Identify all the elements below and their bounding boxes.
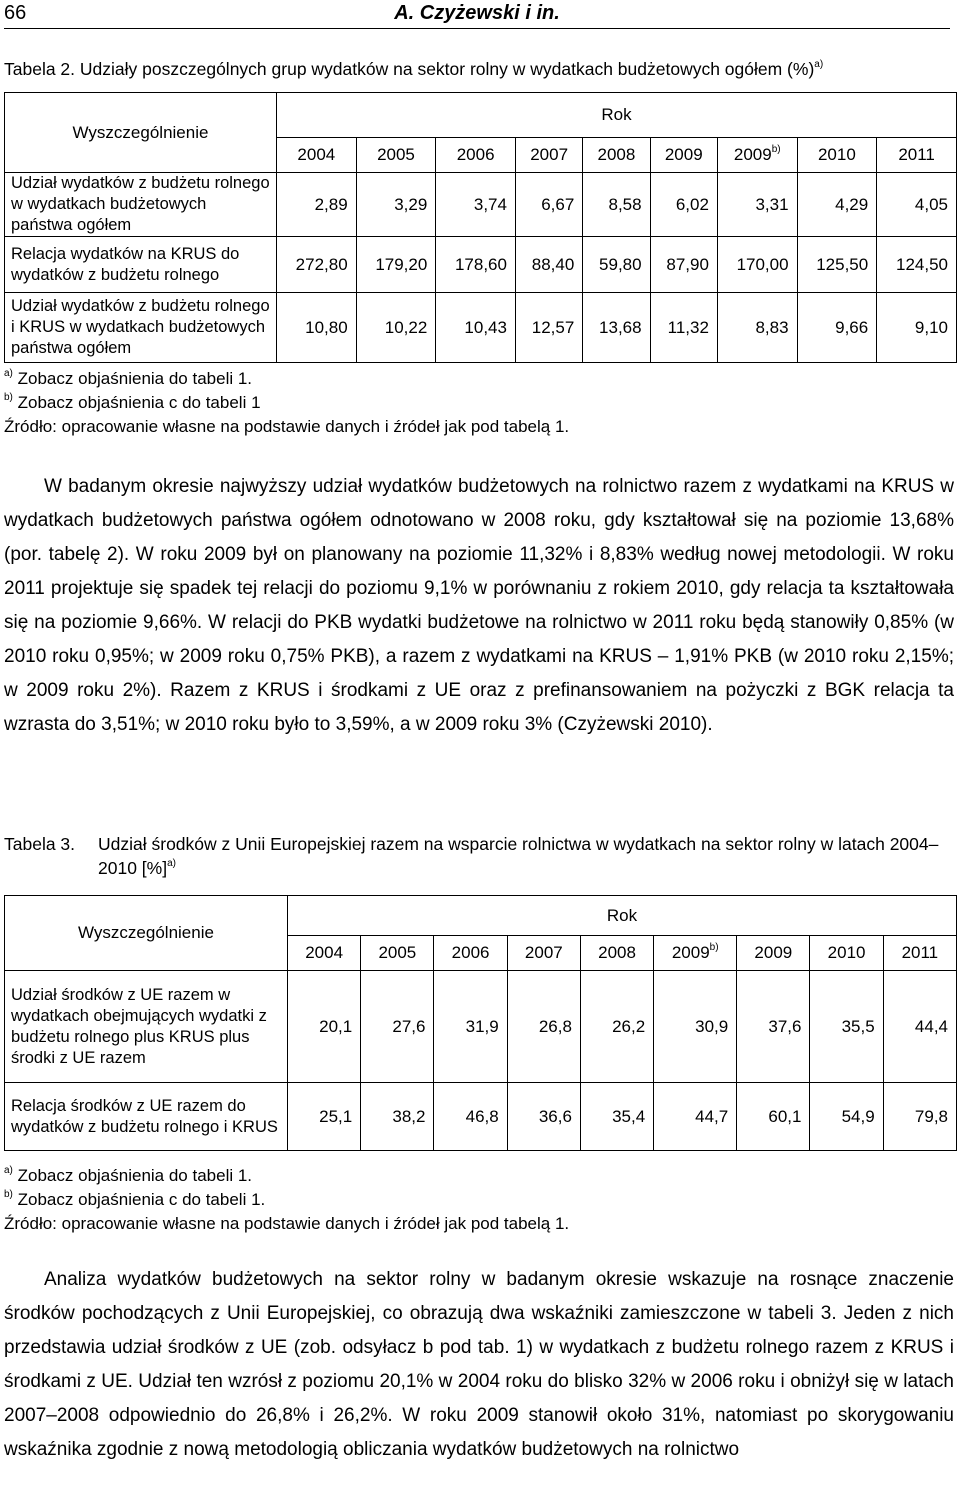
- table2-year: 2010: [797, 138, 877, 173]
- table3: [4, 895, 957, 1151]
- cell-value: 87,90: [650, 237, 717, 293]
- table3-caption: [4, 832, 954, 880]
- table2-col-label: Wyszczególnienie: [5, 93, 277, 173]
- cell-value: 35,4: [580, 1083, 653, 1151]
- cell-value: 12,57: [515, 293, 582, 363]
- table2-year: 2006: [436, 138, 516, 173]
- cell-value: 11,32: [650, 293, 717, 363]
- table3-note-b: [4, 1188, 569, 1212]
- running-header: [4, 0, 950, 29]
- cell-value: 124,50: [877, 237, 957, 293]
- cell-value: 26,8: [507, 971, 580, 1083]
- table3-caption-body: [98, 832, 954, 880]
- table2-caption-text: Udziały poszczególnych grup wydatków na sektor rolny w wydatkach budżetowych ogółem (%): [79, 59, 815, 79]
- cell-value: 272,80: [277, 237, 357, 293]
- row-label: Udział wydatków z budżetu rolnego i KRUS w wydatkach budżetowych państwa ogółem: [5, 293, 277, 363]
- cell-value: 79,8: [883, 1083, 956, 1151]
- body-paragraph-2: [4, 1263, 954, 1467]
- table2-source: Źródło: opracowanie własne na podstawie danych i źródeł jak pod tabelą 1.: [4, 417, 570, 436]
- table3-year: 2008: [580, 936, 653, 971]
- table3-year: 2006: [434, 936, 507, 971]
- cell-value: 125,50: [797, 237, 877, 293]
- table-row: [5, 237, 957, 293]
- body-paragraph-1: [4, 470, 954, 742]
- cell-value: 38,2: [361, 1083, 434, 1151]
- table3-notes: [4, 1164, 569, 1236]
- cell-value: 6,67: [515, 173, 582, 237]
- cell-value: 8,58: [583, 173, 650, 237]
- cell-value: 13,68: [583, 293, 650, 363]
- table3-year: 2010: [810, 936, 883, 971]
- table2: [4, 92, 957, 363]
- cell-value: 37,6: [737, 971, 810, 1083]
- cell-value: 59,80: [583, 237, 650, 293]
- cell-value: 4,29: [797, 173, 877, 237]
- paragraph-text: Analiza wydatków budżetowych na sektor rolny w badanym okresie wskazuje na rosnące znaczenie środków pochodzących z Unii Europejskiej, co obrazują dwa wskaźniki zamieszczone w tabeli 3. Jeden z nich przedstawia udział środków z UE (zob. odsyłacz b pod tab. 1) w wydatkach z budżetu rolnego razem z KRUS i środkami z UE. Udział ten wzrósł z poziomu 20,1% w 2004 roku do blisko 32% w 2006 roku i obniżył się w latach 2007–2008 odpowiednio do 26,8% i 26,2%. W roku 2009 stanowił około 31%, natomiast po skorygowaniu wskaźnika zgodnie z nową metodologią obliczania wydatków budżetowych na rolnictwo: [4, 1269, 954, 1460]
- table3-source: Źródło: opracowanie własne na podstawie danych i źródeł jak pod tabelą 1.: [4, 1214, 570, 1233]
- table2-caption-label: Tabela 2.: [4, 59, 76, 79]
- table3-caption-sup: a): [167, 858, 176, 870]
- row-label: Relacja środków z UE razem do wydatków z budżetu rolnego i KRUS: [5, 1083, 288, 1151]
- table2-year: 2005: [356, 138, 436, 173]
- table2-note-a: [4, 367, 569, 391]
- table2-year-sup: b): [771, 144, 781, 156]
- cell-value: 60,1: [737, 1083, 810, 1151]
- table3-year: 2009: [671, 943, 710, 962]
- table2-year: 2007: [515, 138, 582, 173]
- table2-year: 2009: [650, 138, 717, 173]
- cell-value: 26,2: [580, 971, 653, 1083]
- table-row: [5, 293, 957, 363]
- running-header-authors: A. Czyżewski i in.: [394, 2, 560, 24]
- cell-value: 27,6: [361, 971, 434, 1083]
- table3-year: 2005: [361, 936, 434, 971]
- table3-year-sup-cell: [654, 936, 737, 971]
- row-label: Udział wydatków z budżetu rolnego w wydatkach budżetowych państwa ogółem: [5, 173, 277, 237]
- cell-value: 10,22: [356, 293, 436, 363]
- cell-value: 6,02: [650, 173, 717, 237]
- table2-caption-sup: a): [814, 59, 824, 71]
- cell-value: 20,1: [288, 971, 361, 1083]
- table3-year: 2007: [507, 936, 580, 971]
- page-number: 66: [4, 2, 27, 24]
- table2-year: 2004: [277, 138, 357, 173]
- table2-year-sup-cell: [717, 138, 797, 173]
- table3-note-a: [4, 1164, 569, 1188]
- table3-caption-label: Tabela 3.: [4, 834, 76, 854]
- table-row: [5, 1083, 957, 1151]
- note-text: Zobacz objaśnienia c do tabeli 1.: [17, 1190, 266, 1209]
- cell-value: 44,7: [654, 1083, 737, 1151]
- cell-value: 2,89: [277, 173, 357, 237]
- cell-value: 178,60: [436, 237, 516, 293]
- cell-value: 10,80: [277, 293, 357, 363]
- cell-value: 31,9: [434, 971, 507, 1083]
- table3-year: 2004: [288, 936, 361, 971]
- cell-value: 46,8: [434, 1083, 507, 1151]
- table3-year: 2011: [883, 936, 956, 971]
- cell-value: 3,29: [356, 173, 436, 237]
- table-row: [5, 173, 957, 237]
- cell-value: 35,5: [810, 971, 883, 1083]
- table2-year: 2011: [877, 138, 957, 173]
- cell-value: 8,83: [717, 293, 797, 363]
- note-text: Zobacz objaśnienia do tabeli 1.: [17, 369, 253, 388]
- note-sup: a): [4, 1165, 13, 1177]
- table2-year: 2008: [583, 138, 650, 173]
- table3-col-label: Wyszczególnienie: [5, 896, 288, 971]
- cell-value: 10,43: [436, 293, 516, 363]
- cell-value: 36,6: [507, 1083, 580, 1151]
- note-sup: a): [4, 368, 13, 380]
- cell-value: 170,00: [717, 237, 797, 293]
- cell-value: 9,10: [877, 293, 957, 363]
- cell-value: 30,9: [654, 971, 737, 1083]
- table2-caption: [4, 57, 954, 81]
- cell-value: 4,05: [877, 173, 957, 237]
- cell-value: 54,9: [810, 1083, 883, 1151]
- cell-value: 25,1: [288, 1083, 361, 1151]
- row-label: Udział środków z UE razem w wydatkach obejmujących wydatki z budżetu rolnego plus KRUS plus środki z UE razem: [5, 971, 288, 1083]
- cell-value: 9,66: [797, 293, 877, 363]
- table3-caption-text: Udział środków z Unii Europejskiej razem na wsparcie rolnictwa w wydatkach na sektor rolny w latach 2004–2010 [%]: [98, 834, 939, 878]
- note-text: Zobacz objaśnienia do tabeli 1.: [17, 1166, 253, 1185]
- paragraph-text: W badanym okresie najwyższy udział wydatków budżetowych na rolnictwo razem z wydatkami na KRUS w wydatkach budżetowych państwa ogółem odnotowano w 2008 roku, gdy kształtował się na poziomie 13,68% (por. tabelę 2). W roku 2009 był on planowany na poziomie 11,32% i 8,83% według nowej metodologii. W roku 2011 projektuje się spadek tej relacji do poziomu 9,1% w porównaniu z rokiem 2010, gdy relacja ta kształtowała się na poziomie 9,66%. W relacji do PKB wydatki budżetowe na rolnictwo w 2011 roku będą stanowiły 0,85% (w 2010 roku 0,95%; w 2009 roku 0,75% PKB), a razem z wydatkami na KRUS – 1,91% PKB (w 2010 roku 2,15%; w 2009 roku 2%). Razem z KRUS i środkami z UE oraz z prefinansowaniem na pożyczki z BGK relacja ta wzrasta do 3,51%; w 2010 roku było to 3,59%, a w 2009 roku 3% (Czyżewski 2010).: [4, 476, 954, 735]
- table-row: [5, 971, 957, 1083]
- table2-note-b: [4, 391, 569, 415]
- table2-year: 2009: [733, 145, 772, 164]
- note-sup: b): [4, 1189, 13, 1201]
- cell-value: 179,20: [356, 237, 436, 293]
- table3-year: 2009: [737, 936, 810, 971]
- note-sup: b): [4, 392, 13, 404]
- note-text: Zobacz objaśnienia c do tabeli 1: [17, 393, 261, 412]
- cell-value: 88,40: [515, 237, 582, 293]
- row-label: Relacja wydatków na KRUS do wydatków z budżetu rolnego: [5, 237, 277, 293]
- cell-value: 44,4: [883, 971, 956, 1083]
- table3-year-sup: b): [709, 942, 719, 954]
- cell-value: 3,74: [436, 173, 516, 237]
- table3-group-header: Rok: [288, 896, 957, 936]
- table2-group-header: Rok: [277, 93, 957, 138]
- cell-value: 3,31: [717, 173, 797, 237]
- table2-notes: [4, 367, 569, 439]
